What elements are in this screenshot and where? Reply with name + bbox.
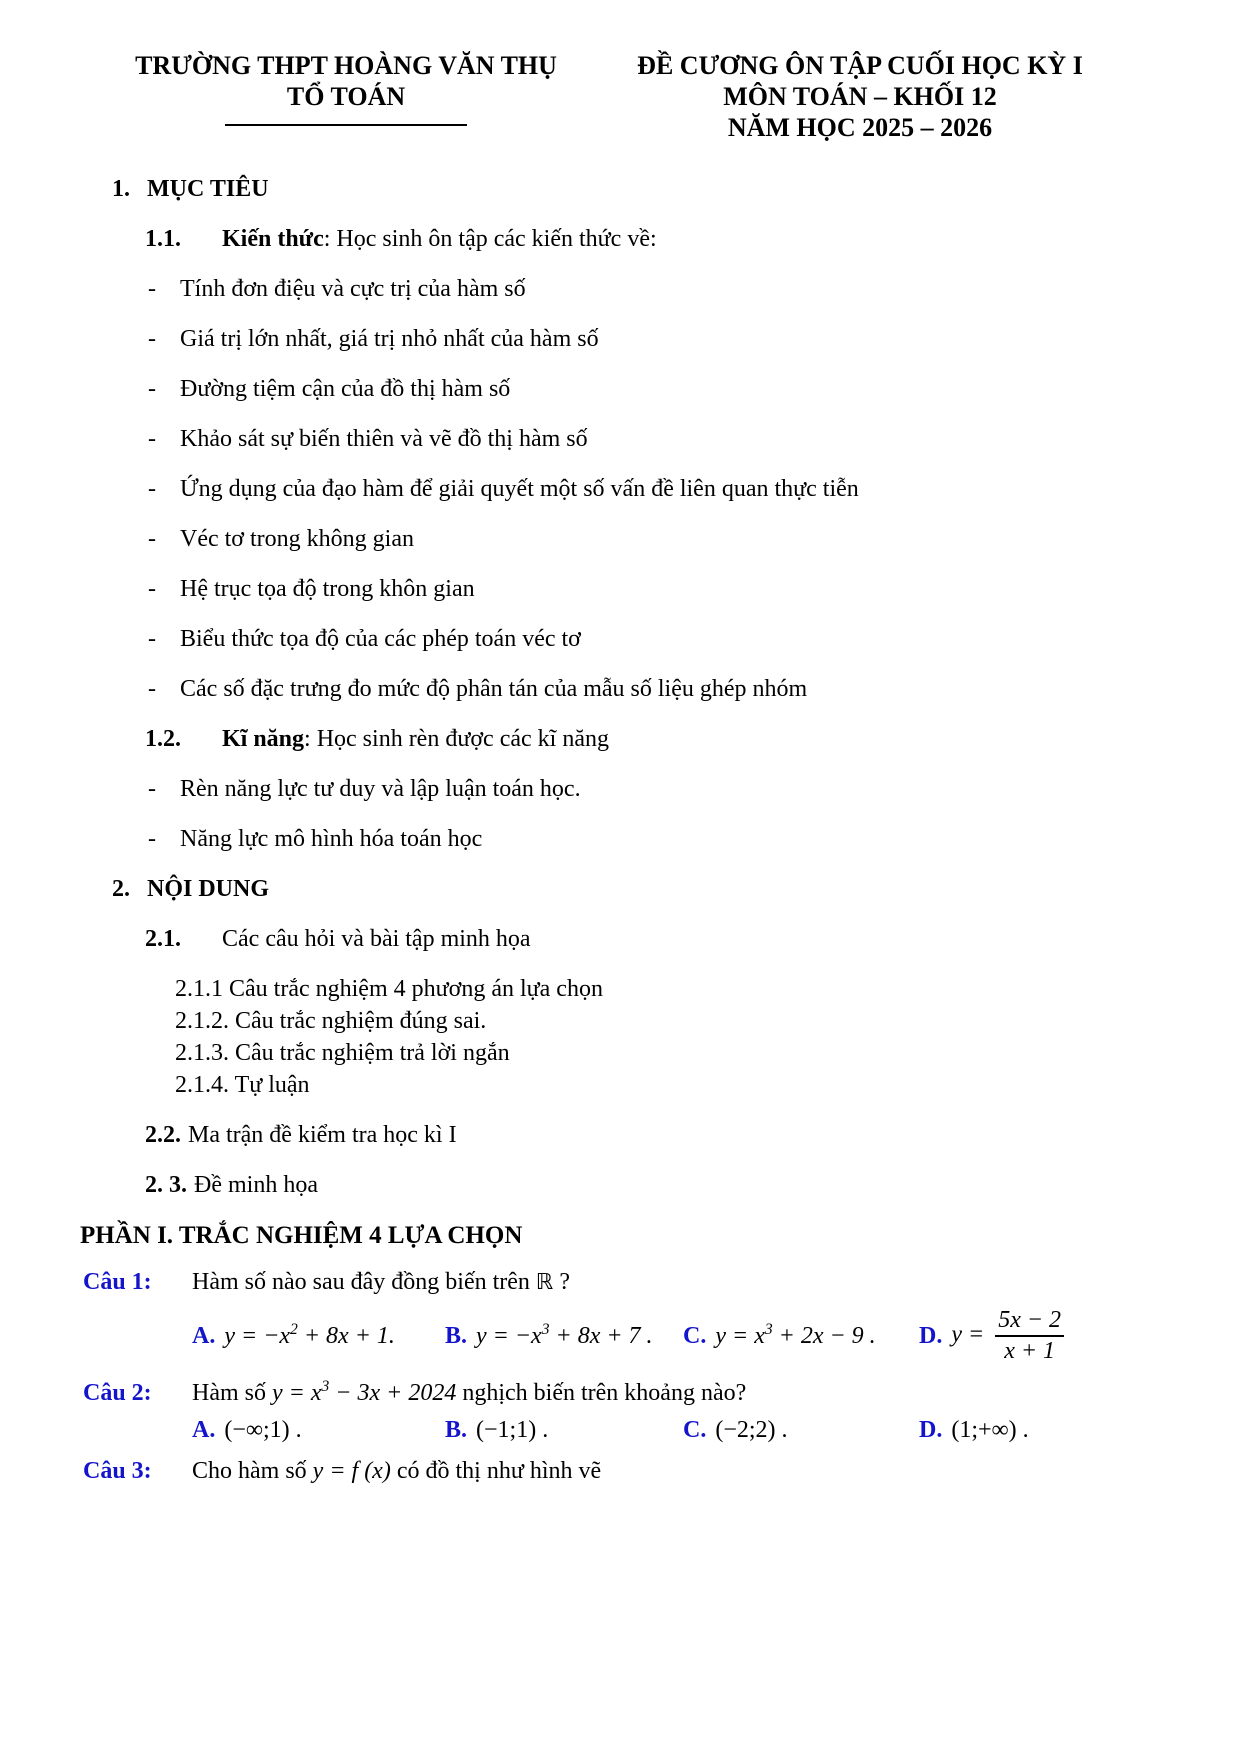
skill-item — [80, 773, 1161, 806]
bullet-dash: - — [148, 526, 156, 552]
real-numbers-symbol: ℝ — [535, 1270, 554, 1295]
section-2-title: NỘI DUNG — [147, 876, 270, 902]
question-2-formula: $y = x^3 - 3x + 2024$ — [272, 1378, 457, 1406]
option-value: (−2;2) . — [715, 1417, 788, 1443]
q2-option-b — [445, 1417, 683, 1444]
q1-option-c — [683, 1320, 919, 1350]
q2-option-c — [683, 1417, 919, 1444]
q1-option-d — [919, 1306, 1064, 1366]
option-letter: C. — [683, 1417, 707, 1443]
section-1-1-number: 1.1. — [145, 226, 181, 252]
option-formula: $y = -x^2 + 8x + 1$. — [224, 1320, 395, 1349]
objective-item-text: Biểu thức tọa độ của các phép toán véc tơ — [180, 626, 581, 652]
option-value: (−∞;1) . — [224, 1417, 302, 1443]
section-1-2-heading — [80, 723, 1161, 756]
objective-item-text: Khảo sát sự biến thiên và vẽ đồ thị hàm số — [180, 426, 588, 452]
section-2-2-heading — [80, 1119, 1161, 1152]
option-letter: A. — [192, 1417, 216, 1443]
bullet-dash: - — [148, 426, 156, 452]
fraction: $\frac{5x - 2}{x + 1}$ — [995, 1306, 1064, 1366]
objective-item — [80, 473, 1161, 506]
skill-item — [80, 823, 1161, 856]
question-3-formula: y = f (x) — [312, 1458, 391, 1484]
question-2-text: Hàm số $y = x^3 - 3x + 2024$ nghịch biến trên khoảng nào? — [192, 1378, 747, 1406]
option-value: (1;+∞) . — [951, 1417, 1029, 1443]
section-2-3-heading — [80, 1169, 1161, 1202]
question-3-label: Câu 3: — [83, 1458, 152, 1484]
subsection-item: 2.1.2. Câu trắc nghiệm đúng sai. — [175, 1008, 487, 1034]
section-2-number: 2. — [112, 876, 130, 902]
section-1-2-number: 1.2. — [145, 726, 181, 752]
subsection-item: 2.1.3. Câu trắc nghiệm trả lời ngắn — [175, 1040, 510, 1066]
section-1-heading — [80, 173, 1161, 206]
doc-year: NĂM HỌC 2025 – 2026 — [727, 113, 993, 142]
objective-item-text: Ứng dụng của đạo hàm để giải quyết một số vấn đề liên quan thực tiễn — [180, 476, 859, 502]
question-1 — [80, 1269, 1161, 1296]
section-1-1-heading — [80, 223, 1161, 256]
option-formula: $y = -x^3 + 8x + 7$ . — [476, 1320, 653, 1349]
section-1-1-text: : Học sinh ôn tập các kiến thức về: — [323, 226, 657, 252]
bullet-dash: - — [148, 326, 156, 352]
skill-item-text: Rèn năng lực tư duy và lập luận toán học. — [180, 776, 581, 802]
objective-item — [80, 273, 1161, 306]
q2-option-a — [192, 1417, 445, 1444]
objective-item — [80, 323, 1161, 356]
option-formula: $y = x^3 + 2x - 9$ . — [715, 1320, 876, 1349]
question-3 — [80, 1458, 1161, 1485]
objective-item — [80, 573, 1161, 606]
question-2-options — [80, 1417, 1161, 1444]
bullet-dash: - — [148, 576, 156, 602]
q1-option-a — [192, 1320, 445, 1350]
objective-item-text: Tính đơn điệu và cực trị của hàm số — [180, 276, 526, 302]
objective-item-text: Hệ trục tọa độ trong khôn gian — [180, 576, 475, 602]
section-2-1-number: 2.1. — [145, 926, 181, 952]
option-value: (−1;1) . — [476, 1417, 549, 1443]
question-1-label: Câu 1: — [83, 1269, 152, 1295]
section-1-number: 1. — [112, 176, 130, 202]
part-1-title: PHẦN I. TRẮC NGHIỆM 4 LỰA CHỌN — [80, 1222, 523, 1249]
bullet-dash: - — [148, 776, 156, 802]
school-block — [80, 50, 612, 143]
subsection-item: 2.1.1 Câu trắc nghiệm 4 phương án lựa chọn — [175, 976, 603, 1002]
option-letter: B. — [445, 1322, 468, 1349]
doc-title: ĐỀ CƯƠNG ÔN TẬP CUỐI HỌC KỲ I — [637, 51, 1083, 80]
bullet-dash: - — [148, 676, 156, 702]
option-letter: D. — [919, 1417, 943, 1443]
section-1-2-label: Kĩ năng — [222, 726, 305, 752]
bullet-dash: - — [148, 376, 156, 402]
school-name: TRƯỜNG THPT HOÀNG VĂN THỤ — [135, 51, 557, 80]
question-1-text: Hàm số nào sau đây đồng biến trên ℝ ? — [192, 1269, 571, 1295]
section-2-1-text: Các câu hỏi và bài tập minh họa — [222, 926, 531, 952]
section-2-3-text: Đề minh họa — [194, 1172, 318, 1198]
section-2-3-number: 2. 3. — [145, 1172, 187, 1198]
option-letter: C. — [683, 1322, 707, 1349]
objective-item — [80, 423, 1161, 456]
header-divider — [225, 124, 467, 126]
question-2 — [80, 1380, 1161, 1407]
section-2-2-text: Ma trận đề kiểm tra học kì I — [188, 1122, 457, 1148]
section-2-2-number: 2.2. — [145, 1122, 181, 1148]
option-formula: y = $\frac{5x - 2}{x + 1}$ — [951, 1306, 1064, 1366]
q1-option-b — [445, 1320, 683, 1350]
objective-item — [80, 673, 1161, 706]
section-1-1-label: Kiến thức — [222, 226, 324, 252]
objective-item-text: Véc tơ trong không gian — [180, 526, 414, 552]
objective-item-text: Đường tiệm cận của đồ thị hàm số — [180, 376, 511, 402]
objective-item — [80, 373, 1161, 406]
doc-subject: MÔN TOÁN – KHỐI 12 — [723, 82, 997, 111]
bullet-dash: - — [148, 826, 156, 852]
bullet-dash: - — [148, 626, 156, 652]
section-1-title: MỤC TIÊU — [147, 176, 269, 202]
option-letter: A. — [192, 1322, 216, 1349]
option-letter: B. — [445, 1417, 468, 1443]
title-block — [612, 50, 1108, 143]
bullet-dash: - — [148, 276, 156, 302]
objective-item — [80, 523, 1161, 556]
subsection-item: 2.1.4. Tự luận — [175, 1072, 310, 1098]
section-1-2-text: : Học sinh rèn được các kĩ năng — [304, 726, 609, 752]
question-3-text: Cho hàm số y = f (x) có đồ thị như hình vẽ — [192, 1458, 602, 1484]
skill-item-text: Năng lực mô hình hóa toán học — [180, 826, 483, 852]
department-name: TỔ TOÁN — [286, 82, 406, 111]
question-2-label: Câu 2: — [83, 1380, 152, 1406]
document-header — [80, 50, 1161, 143]
objective-item — [80, 623, 1161, 656]
question-1-options — [80, 1306, 1161, 1366]
objective-item-text: Các số đặc trưng đo mức độ phân tán của mẫu số liệu ghép nhóm — [180, 676, 808, 702]
option-letter: D. — [919, 1322, 943, 1349]
section-2-heading — [80, 873, 1161, 906]
q2-option-d — [919, 1417, 1029, 1444]
objective-item-text: Giá trị lớn nhất, giá trị nhỏ nhất của hàm số — [180, 326, 599, 352]
bullet-dash: - — [148, 476, 156, 502]
section-2-1-heading — [80, 923, 1161, 956]
